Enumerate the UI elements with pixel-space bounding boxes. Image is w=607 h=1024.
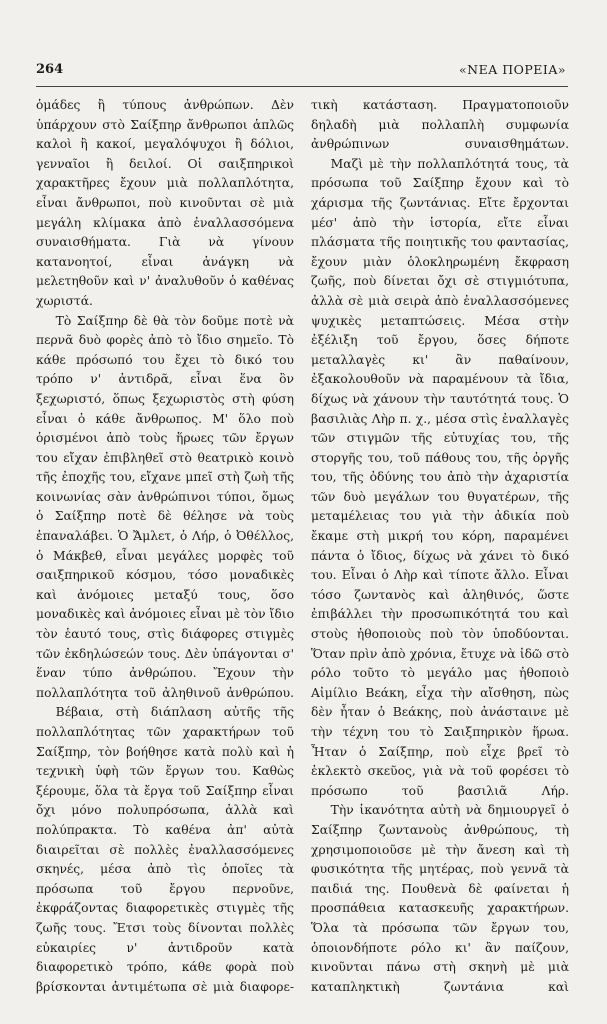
paragraph: ὁμάδες ἢ τύπους ἀνθρώπων. Δὲν ὑπάρχουν στὸ Σαίξπηρ ἄνθρωποι ἁπλῶς καλοὶ ἢ κακοί, μεγαλόψυχοι ἢ δόλιοι, γενναῖοι ἢ δειλοί. Οἱ σαιξπηρικοὶ χαρακτῆρες ἔχουν μιὰ πολλαπλότητα, εἶναι ἄνθρωποι, ποὺ κινοῦνται σὲ μιὰ μεγάλη κλίμακα ἀπὸ ἐναλλασσόμενα συναισθήματα. Γιὰ νὰ γίνουν κατανοητοί, εἶναι ἀνάγκη νὰ μελετηθοῦν καὶ ν' ἀναλυθοῦν ὁ καθένας χωριστά. — [36, 98, 294, 308]
right-column — [311, 96, 569, 997]
paragraph: Βέβαια, στὴ διάπλαση αὐτῆς τῆς πολλαπλότητας τῶν χαρακτήρων τοῦ Σαίξπηρ, τὸν βοήθησε κατὰ πολὺ καὶ ἡ τεχνικὴ ὑφὴ τῶν ἔργων του. Καθὼς ξέρουμε, ὅλα τὰ ἔργα τοῦ Σαίξπηρ εἶναι ὄχι μόνο πολυπρόσωπα, ἀλλὰ καὶ πολύπρακτα. Τὸ καθένα ἀπ' αὐτὰ διαιρεῖται σὲ πολλὲς ἐναλλασσόμενες σκηνές, μέσα ἀπὸ τὶς ὁποῖες τὰ πρόσωπα τοῦ ἔργου περνοῦνε, ἐκφράζοντας διαφορετικὲς στιγμὲς τῆς ζωῆς τους. Ἔτσι τοὺς δίνονται πολλὲς εὐκαιρίες ν' ἀντιδροῦν κατὰ διαφορετικὸ τρόπο, κάθε φορὰ ποὺ βρίσκονται ἀντιμέτωπα σὲ μιὰ διαφορε- — [36, 705, 294, 994]
paragraph: Τὴν ἱκανότητα αὐτὴ νὰ δημιουργεῖ ὁ Σαίξπηρ ζωντανοὺς ἀνθρώπους, τὴ χρησιμοποιοῦσε μὲ τὴν ἄνεση καὶ τὴ φυσικότητα τῆς μητέρας, ποὺ γεννᾶ τὰ παιδιά της. Πουθενὰ δὲ φαίνεται ἡ προσπάθεια κατασκευῆς χαρακτήρων. Ὅλα τὰ πρόσωπα τῶν ἔργων του, ὁποιονδήποτε ρόλο κι' ἂν παίζουν, κινοῦνται πάνω στὴ σκηνὴ μὲ μιὰ καταπληκτικὴ ζωντάνια καὶ — [311, 803, 569, 994]
paragraph: τικὴ κατάσταση. Πραγματοποιοῦν δηλαδὴ μιὰ πολλαπλὴ συμφωνία ἀνθρώπινων συναισθημάτων. — [311, 98, 569, 152]
left-column — [36, 96, 294, 997]
paragraph: Τὸ Σαίξπηρ δὲ θὰ τὸν δοῦμε ποτὲ νὰ περνᾶ δυὸ φορὲς ἀπὸ τὸ ἴδιο σημεῖο. Τὸ κάθε πρόσωπό του ἔχει τὸ δικό του τρόπο ν' ἀντιδρᾶ, εἶναι ἕνα ὂν ξεχωριστό, ὅπως ξεχωριστὸς στὴ φύση εἶναι ὁ κάθε ἄνθρωπος. Μ' ὅλο ποὺ ὁρισμένοι ἀπὸ τοὺς ἥρωες τῶν ἔργων του εἴχαν ἐπιβληθεῖ στὸ θεατρικὸ κοινὸ τῆς ἐποχῆς του, εἴχανε μπεῖ στὴ ζωὴ τῆς κοινωνίας σὰν ἀνθρώπινοι τύποι, ὅμως ὁ Σαίξπηρ ποτὲ δὲ θέλησε νὰ τοὺς ἐπαναλάβει. Ὁ Ἄμλετ, ὁ Λήρ, ὁ Ὀθέλλος, ὁ Μάκβεθ, εἶναι μεγάλες μορφὲς τοῦ σαιξπηρικοῦ κόσμου, τόσο μοναδικὲς καὶ ἀνόμοιες μεταξύ τους, ὅσο μοναδικὲς καὶ ἀνόμοιες εἶναι μὲ τὸν ἴδιο τὸν ἑαυτό τους, στὶς διάφορες στιγμὲς τῶν ἐκδηλώσεών τους. Δὲν ὑπάγονται σ' ἕναν τύπο ἀνθρώπου. Ἔχουν τὴν πολλαπλότητα τοῦ ἀληθινοῦ ἀνθρώπου. — [36, 313, 295, 700]
page-number: 264 — [36, 62, 64, 77]
page-header — [36, 62, 566, 82]
header-rule — [36, 86, 568, 87]
paragraph: Μαζὶ μὲ τὴν πολλαπλότητά τους, τὰ πρόσωπα τοῦ Σαίξπηρ ἔχουν καὶ τὸ χάρισμα τῆς ζωντάνιας. Εἴτε ἔρχονται μέσ' ἀπὸ τὴν ἱστορία, εἴτε εἶναι πλάσματα τῆς ποιητικῆς του φαντασίας, ἔχουν μιὰν ὁλοκληρωμένη ἔκφραση ζωῆς, ποὺ δίνεται ὄχι σὲ στιγμιότυπα, ἀλλὰ σὲ μιὰ σειρὰ ἀπὸ ἐναλλασσόμενες ψυχικὲς μεταπτώσεις. Μέσα στὴν ἐξέλιξη τοῦ ἔργου, ὅσες δήποτε μεταλλαγὲς κι' ἂν παθαίνουν, ἐξακολουθοῦν νὰ παραμένουν τὰ ἴδια, δίχως νὰ χάνουν τὴν ταυτότητά τους. Ὁ βασιλιὰς Λὴρ π. χ., μέσα στὶς ἐναλλαγὲς τῶν στιγμῶν τῆς εὐτυχίας του, τῆς στοργῆς του, τοῦ πάθους του, τῆς ὀργῆς του, τῆς ὀδύνης του ἀπὸ τὴν ἀχαριστία τῶν δυὸ μεγάλων του θυγατέρων, τῆς μεταμέλειας του γιὰ τὴν ἀδικία ποὺ ἔκαμε στὴ μικρή του κόρη, παραμένει πάντα ὁ ἴδιος, δίχως νὰ χάνει τὸ δικό του. Εἶναι ὁ Λὴρ καὶ τίποτε ἄλλο. Εἶναι τόσο ζωντανὸς καὶ ἀληθινός, ὥστε ἐπιβάλλει τὴν προσωπικότητά του καὶ στοὺς ἠθοποιοὺς ποὺ τὸν ὑποδύονται. Ὅταν πρὶν ἀπὸ χρόνια, ἔτυχε νὰ ἰδῶ στὸ ρόλο τοῦτο τὸ μεγάλο μας ἠθοποιὸ Αἰμίλιο Βεάκη, εἶχα τὴν αἴσθηση, πὼς δὲν ἦταν ὁ Βεάκης, ποὺ ἀνάσταινε μὲ τὴν τέχνη του τὸ Σαιξπηρικὸν ἥρωα. Ἦταν ὁ Σαίξπηρ, ποὺ εἶχε βρεῖ τὸ ἐκλεκτὸ σκεῦος, γιὰ νὰ τοῦ φορέσει τὸ πρόσωπο τοῦ βασιλιᾶ Λήρ. — [311, 156, 569, 798]
running-title: «ΝΕΑ ΠΟΡΕΙΑ» — [458, 62, 566, 77]
